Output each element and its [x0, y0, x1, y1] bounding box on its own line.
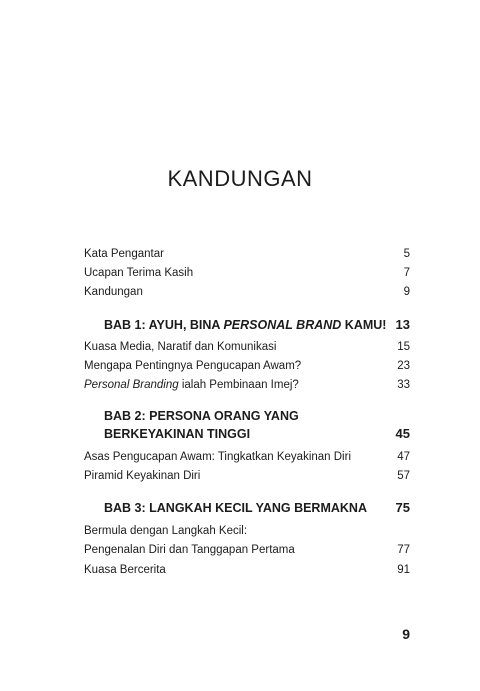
- toc-entry-label: [84, 378, 299, 392]
- toc-entry-label: Ucapan Terima Kasih: [84, 267, 194, 279]
- toc-entry: [84, 450, 410, 464]
- toc-entry-label: Bermula dengan Langkah Kecil:: [84, 525, 248, 537]
- toc-entry-page: 33: [397, 379, 410, 391]
- toc-entry-italic: Personal Branding: [84, 379, 179, 391]
- toc-entry-page: 9: [403, 286, 410, 298]
- toc-entry-label: Kata Pengantar: [84, 248, 164, 260]
- toc-entry-page: 5: [403, 248, 410, 260]
- toc-entry-label: Pengenalan Diri dan Tanggapan Pertama: [84, 544, 295, 556]
- toc-entry-rest: ialah Pembinaan Imej?: [178, 379, 299, 391]
- chapter-page: 75: [395, 500, 410, 515]
- page-number: 9: [402, 626, 410, 642]
- toc-entry-label: Kuasa Media, Naratif dan Komunikasi: [84, 341, 277, 353]
- chapter-title: [104, 317, 386, 334]
- toc-entry: [84, 378, 410, 392]
- toc-entry-label: Piramid Keyakinan Diri: [84, 470, 201, 482]
- toc-entry: [84, 543, 410, 557]
- chapter-title: BAB 3: LANGKAH KECIL YANG BERMAKNA: [104, 501, 367, 515]
- toc-entry-page: 57: [397, 470, 410, 482]
- chapter-heading-1: [104, 316, 410, 334]
- chapter-page: 45: [395, 426, 410, 441]
- toc-entry-label: Kuasa Bercerita: [84, 564, 166, 576]
- toc-entry-page: 15: [397, 341, 410, 353]
- toc-entry: [84, 247, 410, 261]
- chapter-title-italic: PERSONAL BRAND: [223, 318, 342, 332]
- toc-entry-page: 77: [397, 544, 410, 556]
- toc-entry: [84, 524, 410, 538]
- toc-entry-page: 91: [397, 564, 410, 576]
- toc-entry-page: 7: [403, 267, 410, 279]
- chapter-heading-3: [104, 499, 410, 517]
- toc-entry-label: Kandungan: [84, 286, 143, 298]
- chapter-title-part: KAMU!: [341, 318, 387, 332]
- chapter-heading-2: [104, 408, 410, 443]
- page-title: KANDUNGAN: [167, 166, 313, 191]
- toc-entry: [84, 340, 410, 354]
- toc-entry-label: Mengapa Pentingnya Pengucapan Awam?: [84, 360, 302, 372]
- toc-entry: [84, 266, 410, 280]
- toc-entry: [84, 563, 410, 577]
- chapter-title-line1: BAB 2: PERSONA ORANG YANG: [104, 409, 299, 423]
- toc-entry: [84, 359, 410, 373]
- toc-entry: [84, 285, 410, 299]
- chapter-page: 13: [395, 317, 410, 332]
- chapter-title-part: BAB 1: AYUH, BINA: [104, 318, 224, 332]
- toc-entry-page: 23: [397, 360, 410, 372]
- toc-entry-label: Asas Pengucapan Awam: Tingkatkan Keyakinan Diri: [84, 451, 351, 463]
- chapter-title-line2: BERKEYAKINAN TINGGI: [104, 427, 251, 441]
- toc-entry-page: 47: [397, 451, 410, 463]
- toc-entry: [84, 469, 410, 483]
